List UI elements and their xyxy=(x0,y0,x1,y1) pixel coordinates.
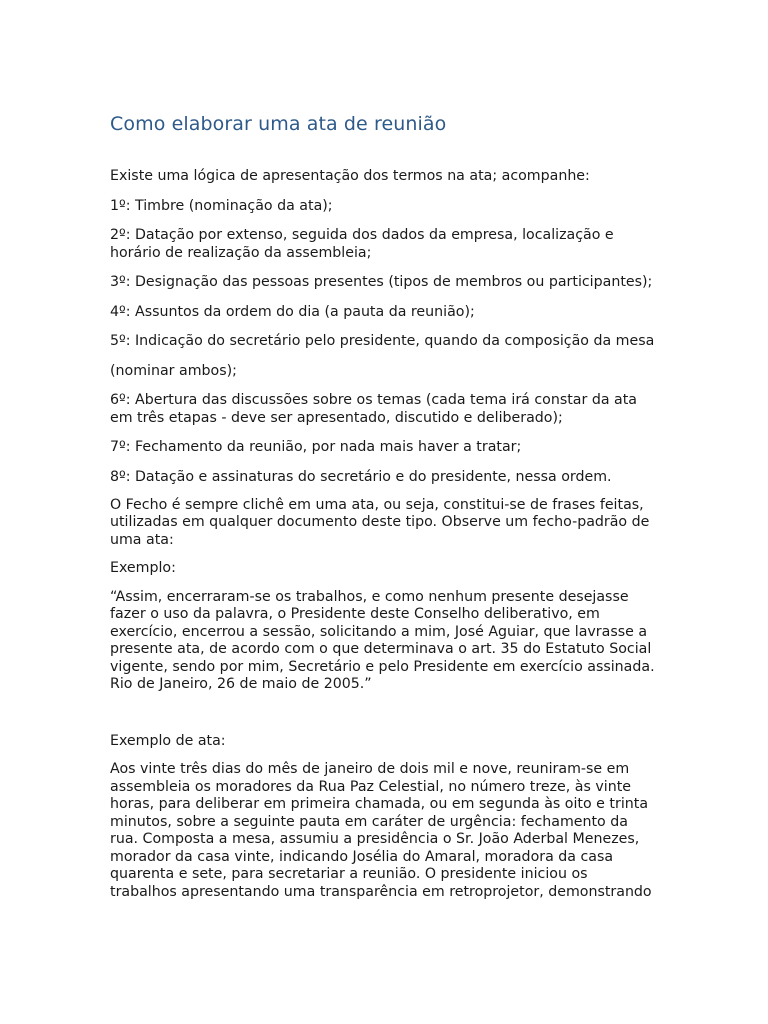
text-line: utilizadas em qualquer documento deste tipo. Observe um fecho-padrão de xyxy=(110,514,650,530)
paragraph xyxy=(110,439,670,457)
text-line: horário de realização da assembleia; xyxy=(110,244,372,261)
text-line: 4º: Assuntos da ordem do dia (a pauta da reunião); xyxy=(110,303,475,320)
text-line: exercício, encerrou a sessão, solicitando a mim, José Aguiar, que lavrasse a xyxy=(110,623,648,640)
paragraph xyxy=(110,560,670,578)
paragraph xyxy=(110,589,670,694)
text-line: vigente, sendo por mim, Secretário e pelo Presidente em exercício assinada. xyxy=(110,658,655,675)
paragraph xyxy=(110,733,670,751)
text-line: minutos, sobre a seguinte pauta em caráter de urgência: fechamento da xyxy=(110,813,628,830)
text-line: Exemplo de ata: xyxy=(110,732,226,749)
text-line: assembleia os moradores da Rua Paz Celestial, no número treze, às vinte xyxy=(110,778,631,795)
text-line: 7º: Fechamento da reunião, por nada mais haver a tratar; xyxy=(110,439,522,455)
text-line: “Assim, encerraram-se os trabalhos, e como nenhum presente desejasse xyxy=(110,588,629,605)
text-line: Exemplo: xyxy=(110,560,176,576)
text-line: 3º: Designação das pessoas presentes (tipos de membros ou participantes); xyxy=(110,274,653,290)
text-line: rua. Composta a mesa, assumiu a presidência o Sr. João Aderbal Menezes, xyxy=(110,831,640,847)
page-title: Como elaborar uma ata de reunião xyxy=(110,113,447,135)
document-body xyxy=(110,168,670,901)
text-line: quarenta e sete, para secretariar a reunião. O presidente iniciou os xyxy=(110,866,588,882)
paragraph xyxy=(110,304,670,322)
text-line: presente ata, de acordo com o que determinava o art. 35 do Estatuto Social xyxy=(110,641,652,657)
paragraph xyxy=(110,198,670,216)
text-line: Aos vinte três dias do mês de janeiro de dois mil e nove, reuniram-se em xyxy=(110,761,630,777)
text-line: uma ata: xyxy=(110,531,174,548)
paragraph xyxy=(110,227,670,262)
paragraph xyxy=(110,761,670,901)
paragraph xyxy=(110,274,670,292)
paragraph xyxy=(110,392,670,427)
text-line: morador da casa vinte, indicando Josélia do Amaral, moradora da casa xyxy=(110,848,614,865)
text-line: O Fecho é sempre clichê em uma ata, ou seja, constitui-se de frases feitas, xyxy=(110,496,644,513)
text-line: 8º: Datação e assinaturas do secretário e do presidente, nessa ordem. xyxy=(110,468,612,485)
text-line: em três etapas - deve ser apresentado, discutido e deliberado); xyxy=(110,409,563,426)
text-line: 6º: Abertura das discussões sobre os temas (cada tema irá constar da ata xyxy=(110,392,637,408)
text-line: Existe uma lógica de apresentação dos termos na ata; acompanhe: xyxy=(110,168,590,184)
text-line: Rio de Janeiro, 26 de maio de 2005.” xyxy=(110,676,372,692)
text-line: trabalhos apresentando uma transparência em retroprojetor, demonstrando xyxy=(110,883,652,900)
text-line: horas, para deliberar em primeira chamada, ou em segunda às oito e trinta xyxy=(110,796,649,812)
text-line: 2º: Datação por extenso, seguida dos dados da empresa, localização e xyxy=(110,227,614,243)
text-line: fazer o uso da palavra, o Presidente deste Conselho deliberativo, em xyxy=(110,606,600,622)
paragraph xyxy=(110,469,670,487)
text-line: 5º: Indicação do secretário pelo presidente, quando da composição da mesa xyxy=(110,333,655,349)
paragraph xyxy=(110,168,670,186)
paragraph xyxy=(110,363,670,381)
text-line: (nominar ambos); xyxy=(110,362,237,379)
paragraph xyxy=(110,497,670,550)
text-line: 1º: Timbre (nominação da ata); xyxy=(110,197,333,214)
paragraph xyxy=(110,333,670,351)
